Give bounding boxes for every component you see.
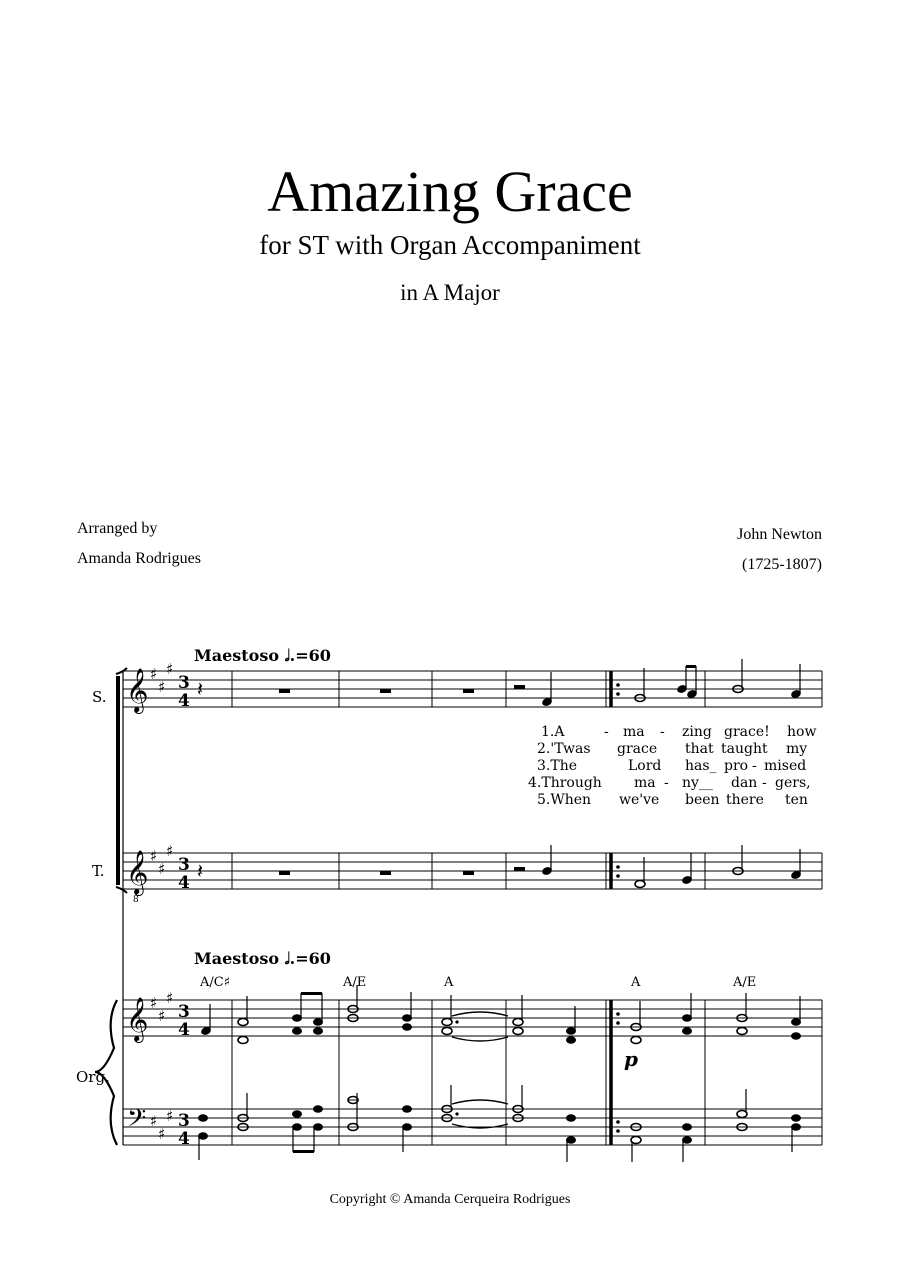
lyric-syllable: mised xyxy=(764,758,807,774)
lyric-hyphen: - xyxy=(604,724,609,740)
treble-clef-icon: 𝄞 xyxy=(126,668,149,712)
arranger-name: Amanda Rodrigues xyxy=(77,550,201,567)
lyric-syllable: dan xyxy=(731,775,758,791)
composer-name: John Newton xyxy=(737,526,822,543)
svg-text:♯: ♯ xyxy=(158,1125,166,1143)
lyric-syllable: grace xyxy=(617,741,658,757)
svg-text:♯: ♯ xyxy=(166,660,174,678)
tempo-value: =60 xyxy=(295,646,331,665)
organ-treble-notes xyxy=(200,985,801,1044)
tempo-value: =60 xyxy=(295,949,331,968)
composer-dates: (1725-1807) xyxy=(742,556,822,573)
multi-rest-icons xyxy=(279,685,525,875)
lyric-syllable: been xyxy=(685,792,720,808)
lyric-syllable: there xyxy=(726,792,764,808)
lyric-syllable: zing xyxy=(682,724,712,740)
chord-symbol: A/C♯ xyxy=(200,975,231,990)
lyric-hyphen: - xyxy=(752,758,757,774)
svg-text:4: 4 xyxy=(178,1129,190,1149)
lyric-syllable: pro xyxy=(724,758,749,774)
lyric-syllable: 1.A xyxy=(541,724,565,740)
organ-bass-notes xyxy=(198,1085,801,1162)
svg-text:3: 3 xyxy=(178,673,190,693)
svg-text:♯: ♯ xyxy=(150,994,158,1012)
svg-text:♯: ♯ xyxy=(166,842,174,860)
lyric-hyphen: - xyxy=(762,775,767,791)
lyric-syllable: grace! xyxy=(724,724,770,740)
svg-text:4: 4 xyxy=(178,1020,190,1040)
svg-text:♯: ♯ xyxy=(150,1112,158,1130)
lyric-syllable: ny__ xyxy=(682,775,713,791)
lyric-hyphen: - xyxy=(664,775,669,791)
chord-symbol: A xyxy=(444,975,454,990)
organ-bass-staff xyxy=(123,1109,822,1145)
dotted-half-note-icon: 𝅗𝅥. xyxy=(284,949,296,968)
soprano-notes xyxy=(541,659,802,707)
svg-text:♯: ♯ xyxy=(150,665,158,683)
svg-text:♯: ♯ xyxy=(158,1007,166,1025)
lyric-syllable: that xyxy=(685,741,714,757)
svg-text:3: 3 xyxy=(178,855,190,875)
tempo-text: Maestoso xyxy=(194,949,280,968)
lyric-syllable: my xyxy=(786,741,808,757)
key-label: in A Major xyxy=(400,280,500,305)
tenor-label: T. xyxy=(92,862,105,880)
svg-text:♯: ♯ xyxy=(166,1107,174,1125)
organ-treble-staff xyxy=(123,1000,822,1036)
lyric-syllable: ma xyxy=(623,724,645,740)
svg-text:♯: ♯ xyxy=(150,847,158,865)
lyric-syllable: 3.The xyxy=(537,758,577,774)
svg-text:3: 3 xyxy=(178,1002,190,1022)
lyric-syllable: ten xyxy=(785,792,808,808)
lyric-syllable: Lord xyxy=(628,758,662,774)
lyric-hyphen: - xyxy=(660,724,665,740)
svg-text:♯: ♯ xyxy=(158,860,166,878)
lyric-syllable: 5.When xyxy=(537,792,592,808)
quarter-rest-icon: 𝄽 xyxy=(197,677,204,701)
svg-text:♯: ♯ xyxy=(158,678,166,696)
copyright-notice: Copyright © Amanda Cerqueira Rodrigues xyxy=(329,1192,571,1207)
arranger-label: Arranged by xyxy=(77,520,158,537)
organ-label: Org. xyxy=(76,1068,110,1086)
barlines xyxy=(232,671,822,1145)
piece-subtitle: for ST with Organ Accompaniment xyxy=(259,230,641,260)
octave-eight-icon: 8 xyxy=(133,895,139,905)
repeat-dots-icon xyxy=(616,683,620,1133)
time-signature xyxy=(178,673,190,1149)
treble-clef-8vb-icon: 𝄞 xyxy=(126,850,149,894)
chord-symbol: A/E xyxy=(733,975,757,990)
lyric-syllable: we've xyxy=(619,792,660,808)
lyric-syllable: 4.Through xyxy=(528,775,602,791)
tenor-notes xyxy=(541,845,802,888)
chord-symbol: A xyxy=(631,975,641,990)
bass-clef-icon: 𝄢 xyxy=(127,1104,147,1139)
chord-symbol: A/E xyxy=(343,975,367,990)
soprano-label: S. xyxy=(92,688,107,706)
lyric-syllable: how xyxy=(787,724,817,740)
lyric-syllable: has_ xyxy=(685,758,717,774)
lyric-syllable: taught xyxy=(721,741,768,757)
dynamic-piano-marking: p xyxy=(624,1047,638,1071)
dotted-half-note-icon: 𝅗𝅥. xyxy=(284,646,296,665)
treble-clef-icon: 𝄞 xyxy=(126,997,149,1041)
lyric-syllable: 2.'Twas xyxy=(537,741,591,757)
lyric-syllable: gers, xyxy=(775,775,811,791)
svg-text:♯: ♯ xyxy=(166,989,174,1007)
quarter-rest-icon: 𝄽 xyxy=(197,859,204,883)
tempo-text: Maestoso xyxy=(194,646,280,665)
svg-text:4: 4 xyxy=(178,873,190,893)
piece-title: Amazing Grace xyxy=(267,159,633,224)
key-signature-sharps-icon xyxy=(150,660,173,1143)
lyric-syllable: ma xyxy=(634,775,656,791)
svg-text:3: 3 xyxy=(178,1111,190,1131)
svg-text:4: 4 xyxy=(178,691,190,711)
